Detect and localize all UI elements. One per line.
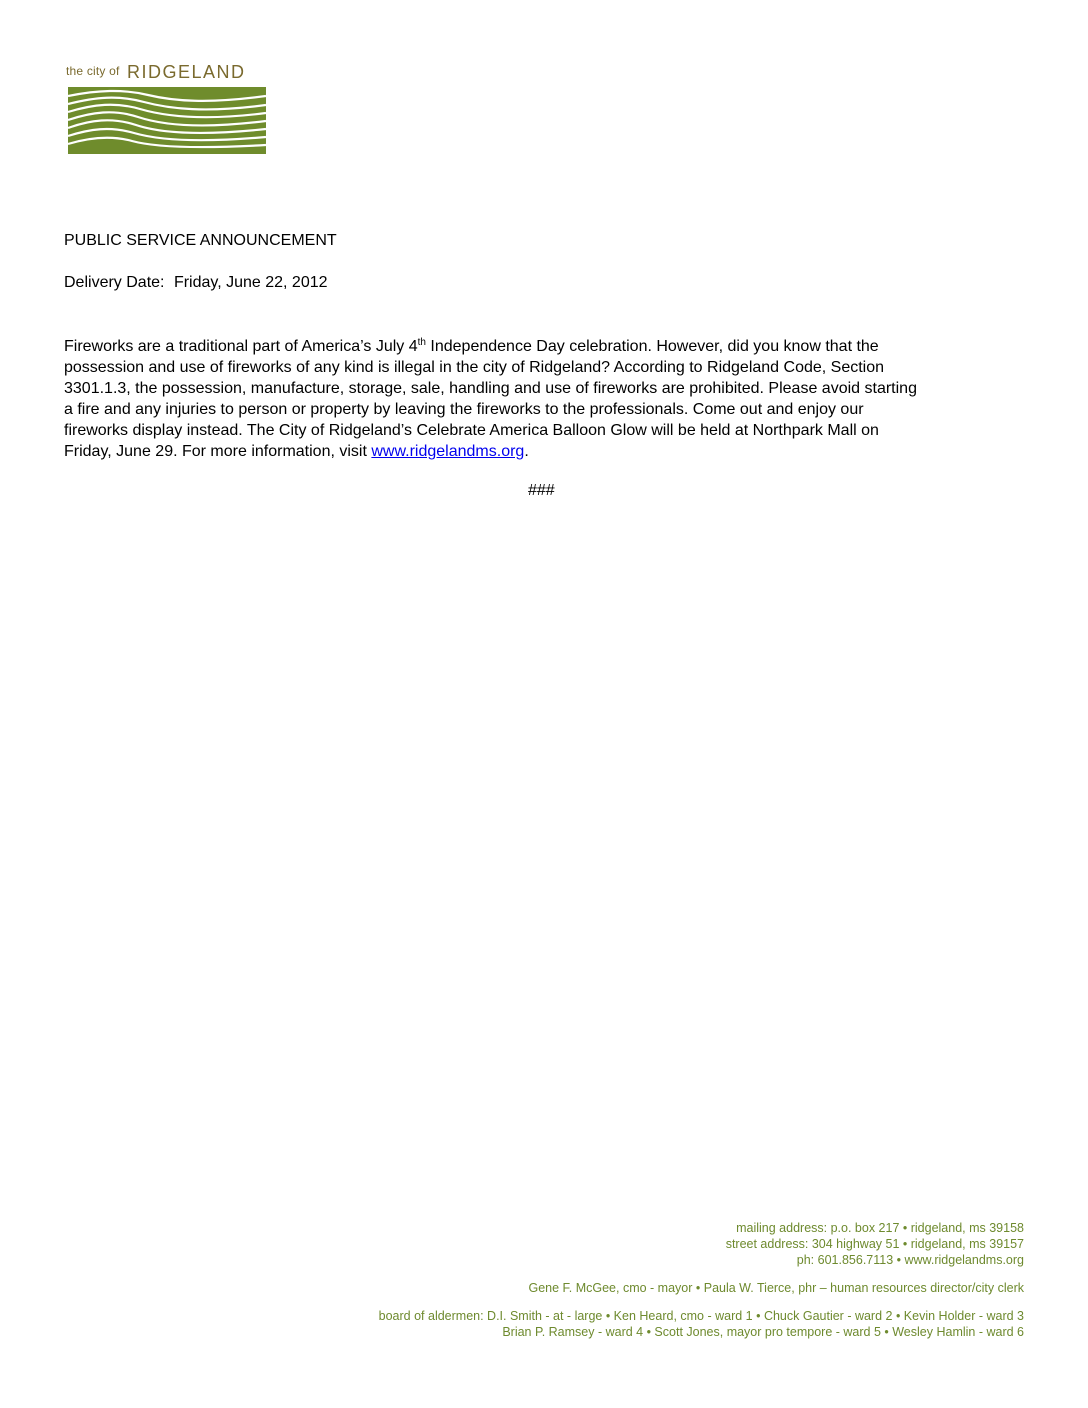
announcement-body xyxy=(64,336,1024,462)
mailing-address: mailing address: p.o. box 217 • ridgeland, ms 39158 xyxy=(736,1221,1024,1235)
street-address: street address: 304 highway 51 • ridgeland, ms 39157 xyxy=(725,1237,1024,1251)
officials-block xyxy=(379,1280,1024,1296)
body-text: Independence Day celebration. However, did you know that the xyxy=(425,338,879,355)
body-text: Friday, June 29. For more information, visit xyxy=(64,443,372,460)
logo-name: RIDGELAND xyxy=(127,62,246,82)
body-line: possession and use of fireworks of any kind is illegal in the city of Ridgeland? According to Ridgeland Code, Section xyxy=(64,359,885,376)
contact-block xyxy=(379,1220,1024,1268)
officials-line: Gene F. McGee, cmo - mayor • Paula W. Tierce, phr – human resources director/city clerk xyxy=(528,1281,1024,1295)
website-link[interactable]: www.ridgelandms.org xyxy=(371,443,525,460)
letterhead-footer xyxy=(379,1220,1024,1352)
body-line xyxy=(64,441,1024,462)
logo-prefix: the city of xyxy=(66,64,120,78)
board-block xyxy=(379,1308,1024,1340)
body-text: . xyxy=(524,443,529,460)
body-line: fireworks display instead. The City of Ridgeland’s Celebrate America Balloon Glow will be held at Northpark Mall on xyxy=(64,422,879,439)
page-title: PUBLIC SERVICE ANNOUNCEMENT xyxy=(64,232,337,249)
delivery-date-label: Delivery Date: xyxy=(64,274,165,291)
ordinal-suffix: th xyxy=(417,337,426,348)
logo-waves-icon xyxy=(68,87,266,154)
end-marks: ### xyxy=(528,482,555,499)
body-line xyxy=(64,336,1024,357)
phone-website: ph: 601.856.7113 • www.ridgelandms.org xyxy=(796,1253,1024,1267)
board-line-1: board of aldermen: D.I. Smith - at - large • Ken Heard, cmo - ward 1 • Chuck Gautier - ward 2 • Kevin Holder - ward 3 xyxy=(378,1309,1024,1323)
board-line-2: Brian P. Ramsey - ward 4 • Scott Jones, mayor pro tempore - ward 5 • Wesley Hamlin - ward 6 xyxy=(502,1325,1024,1339)
city-logo xyxy=(66,62,266,156)
body-text: Fireworks are a traditional part of America’s July 4 xyxy=(64,338,418,355)
body-line: 3301.1.3, the possession, manufacture, storage, sale, handling and use of fireworks are prohibited. Please avoid starting xyxy=(64,380,917,397)
logo-wordmark xyxy=(66,62,266,86)
delivery-date-value: Friday, June 22, 2012 xyxy=(173,274,328,291)
body-line: a fire and any injuries to person or property by leaving the fireworks to the professionals. Come out and enjoy our xyxy=(64,401,864,418)
delivery-date-line xyxy=(64,274,328,292)
